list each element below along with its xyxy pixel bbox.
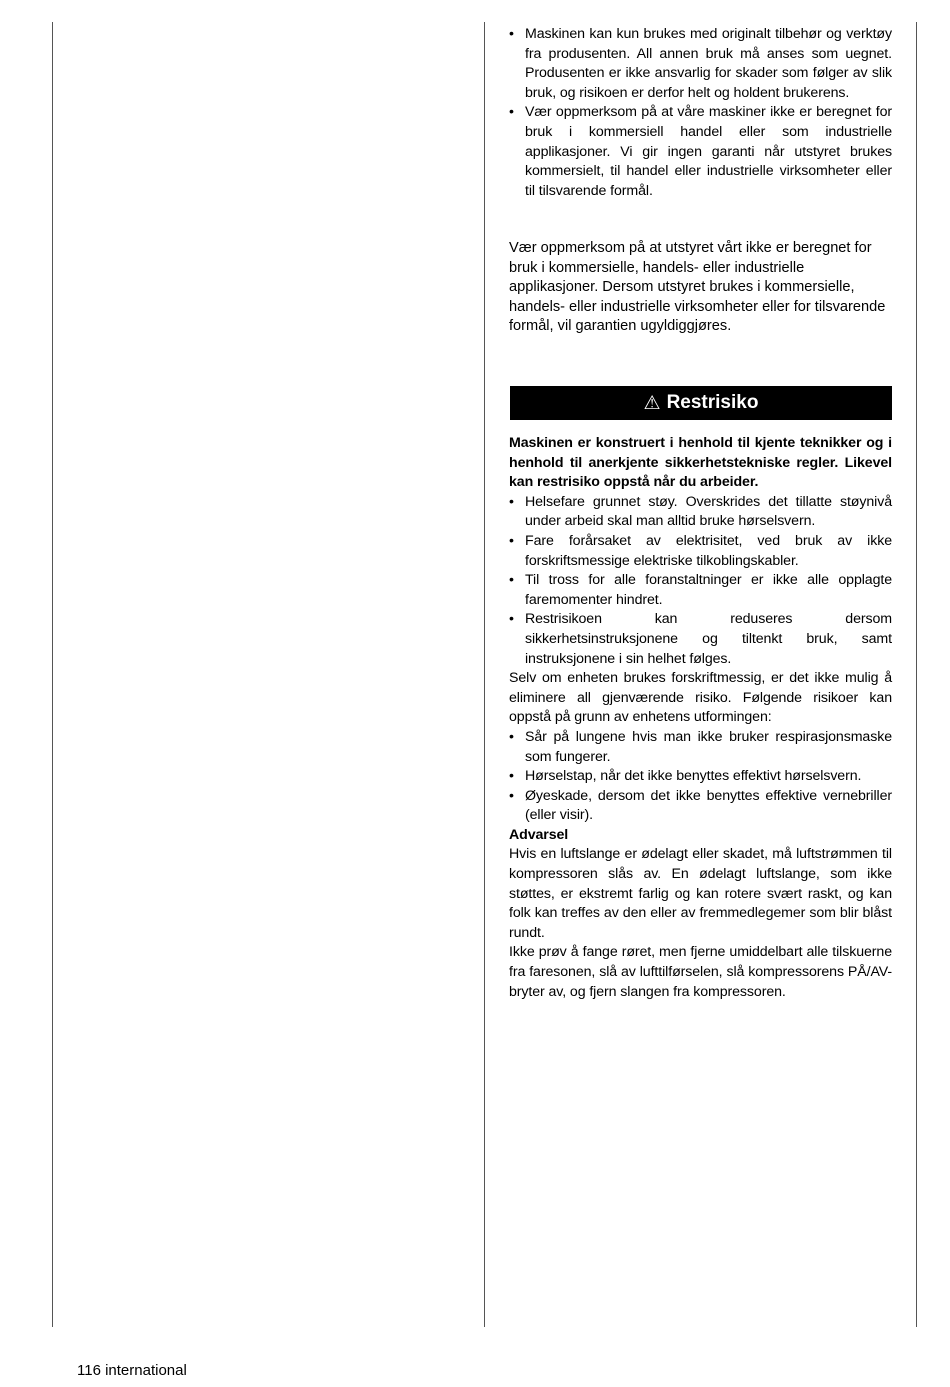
list-item: • Til tross for alle foranstaltninger er ikke alle opplagte faremomenter hindret. — [509, 571, 892, 610]
risk-bullet-list — [509, 493, 892, 669]
list-item: • Fare forårsaket av elektrisitet, ved bruk av ikke forskriftsmessige elektriske tilkoblingskabler. — [509, 532, 892, 571]
warning-heading: Advarsel — [509, 826, 569, 843]
right-column-rule — [916, 22, 917, 1327]
warning-paragraph: Hvis en luftslange er ødelagt eller skadet, må luftstrømmen til kompressoren slås av. En ødelagt luftslange, som ikke støttes, er ekstremt farlig og kan rotere svært raskt, og kan folk kan treffes av den eller av fremmedlegemer som blir blåst rundt. — [509, 846, 892, 941]
section-title: Restrisiko — [666, 392, 759, 413]
residual-risk-paragraph: Selv om enheten brukes forskriftmessig, er det ikke mulig å eliminere all gjenværende risiko. Følgende risikoer kan oppstå på grunn av enhetens utformingen: — [509, 670, 892, 726]
usage-bullet-list — [509, 25, 892, 201]
warning-paragraph: Ikke prøv å fange røret, men fjerne umiddelbart alle tilskuerne fra faresonen, slå av lufttilførselen, slå kompressorens PÅ/AV-bryter av, og fjern slangen fra kompressoren. — [509, 944, 892, 1000]
list-item: • Restrisikoen kan reduseres dersom sikkerhetsinstruksjonene og tiltenkt bruk, samt instruksjonene i sin helhet følges. — [509, 610, 892, 669]
commercial-use-notice: Vær oppmerksom på at utstyret vårt ikke er beregnet for bruk i kommersielle, handels- eller industrielle applikasjoner. Dersom utstyret brukes i kommersielle, handels- eller industrielle virksomheter eller for tilsvarende formål, vil garantien ugyldiggjøres. — [509, 240, 886, 335]
section-intro: Maskinen er konstruert i henhold til kjente teknikker og i henhold til anerkjente sikkerhetstekniske regler. Likevel kan restrisiko oppstå når du arbeider. — [509, 435, 892, 491]
list-item: • Vær oppmerksom på at våre maskiner ikke er beregnet for bruk i kommersiell handel eller som industrielle applikasjoner. Vi gir ingen garanti når utstyret brukes kommersielt, til handel eller industrielle virksomheter eller til tilsvarende formål. — [509, 103, 892, 201]
left-column-rule — [52, 22, 53, 1327]
usage-bullets-block — [509, 25, 892, 201]
page-footer: 116 international — [77, 1362, 187, 1379]
warning-triangle-icon: ⚠ — [643, 392, 661, 414]
list-item: • Helsefare grunnet støy. Overskrides det tillatte støynivå under arbeid skal man alltid bruke hørselsvern. — [509, 493, 892, 532]
list-item: • Øyeskade, dersom det ikke benyttes effektive vernebriller (eller visir). — [509, 787, 892, 826]
middle-column-rule — [484, 22, 485, 1327]
list-item: • Maskinen kan kun brukes med originalt tilbehør og verktøy fra produsenten. All annen bruk må anses som uegnet. Produsenten er ikke ansvarlig for skader som følger av slik bruk, og risikoen er derfor helt og holdent brukerens. — [509, 25, 892, 103]
section-header-restrisiko — [510, 386, 892, 420]
design-risk-bullet-list — [509, 728, 892, 826]
residual-risk-block — [509, 434, 892, 1002]
list-item: • Hørselstap, når det ikke benyttes effektivt hørselsvern. — [509, 767, 892, 787]
list-item: • Sår på lungene hvis man ikke bruker respirasjonsmaske som fungerer. — [509, 728, 892, 767]
